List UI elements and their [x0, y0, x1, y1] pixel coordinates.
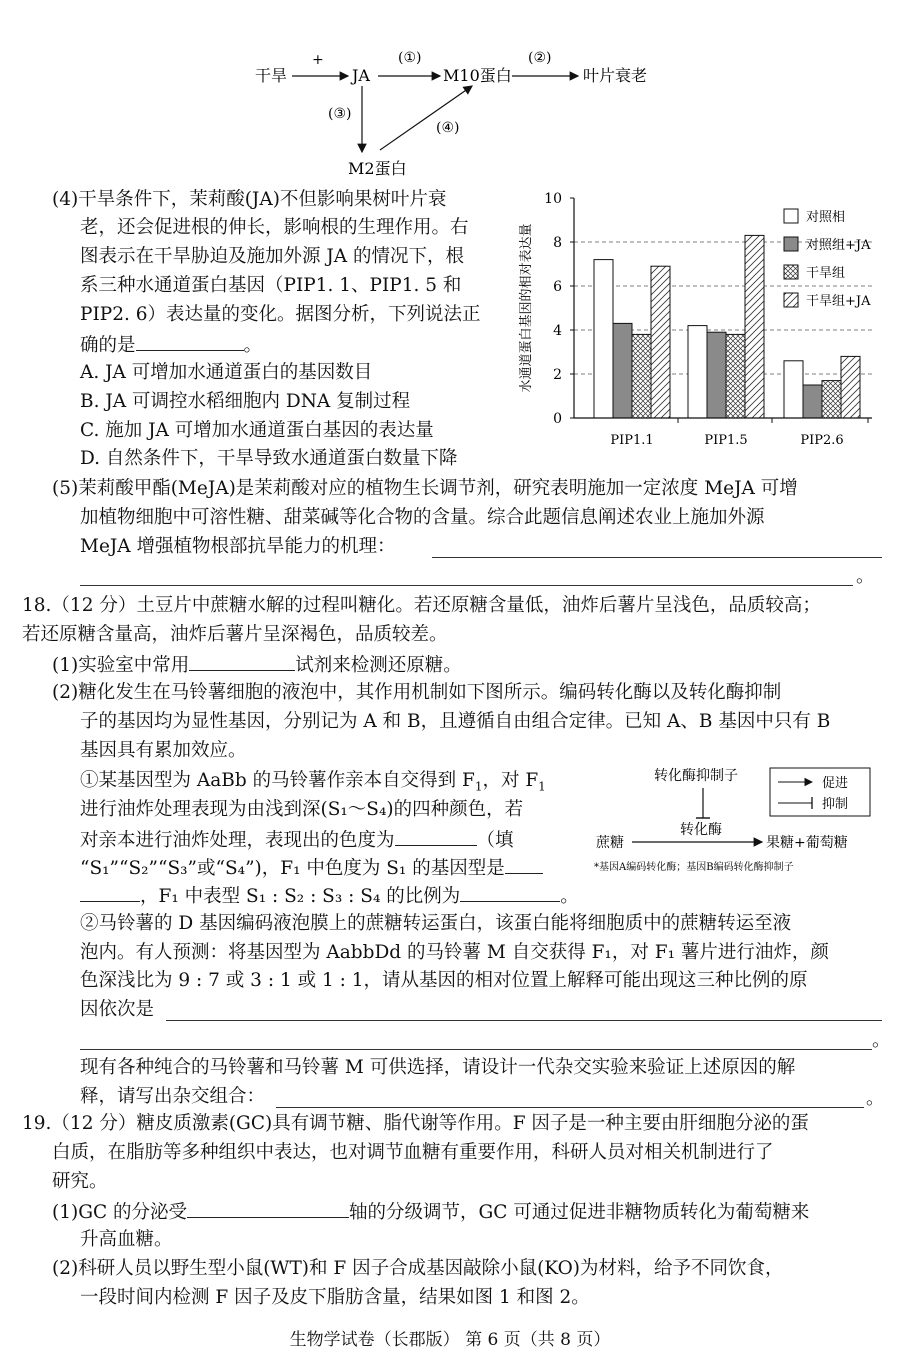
mech-promote: 促进 [822, 776, 849, 791]
legend-swatch [784, 265, 798, 279]
q4-line-2: 老，还会促进根的伸长，影响根的生理作用。右 [80, 217, 469, 238]
flow-m2: M2蛋白 [348, 159, 407, 178]
q18-genotype-blank-2[interactable] [80, 881, 140, 902]
bar [841, 356, 860, 418]
q18-p2-line-3: 基因具有累加效应。 [80, 740, 247, 761]
q18-s2-end: 。 [872, 1030, 891, 1051]
q18-color-blank[interactable] [395, 825, 477, 846]
x-tick-label: PIP2.6 [800, 433, 844, 448]
flow-step2: (②) [528, 50, 552, 66]
chart-ylabel: 水通道蛋白基因的相对表达量 [519, 223, 534, 393]
x-tick-label: PIP1.1 [610, 433, 654, 448]
bar [803, 385, 822, 418]
q4-line-5: PIP2. 6）表达量的变化。据图分析，下列说法正 [80, 304, 481, 325]
q18-s2-line-1: ②马铃薯的 D 基因编码液泡膜上的蔗糖转运蛋白，该蛋白能将细胞质中的蔗糖转运至液 [80, 913, 792, 934]
flow-step4: (④) [436, 120, 460, 136]
mech-note: *基因A编码转化酶；基因B编码转化酶抑制子 [594, 862, 794, 873]
q4-answer-blank[interactable] [136, 330, 244, 351]
q19-line-3: 研究。 [52, 1171, 108, 1192]
q4-line-4: 系三种水通道蛋白基因（PIP1. 1、PIP1. 5 和 [80, 275, 462, 296]
q4-line-6: 确的是 。 [80, 330, 262, 360]
q4-option-c: C. 施加 JA 可增加水通道蛋白基因的表达量 [80, 420, 434, 441]
legend-label: 对照组+JA [806, 238, 871, 253]
y-tick-label: 2 [553, 367, 562, 383]
bar [726, 334, 745, 418]
legend-label: 对照相 [806, 210, 846, 225]
mechanism-diagram [590, 760, 892, 880]
q5-line-3: MeJA 增强植物根部抗旱能力的机理： [80, 536, 396, 557]
page-footer: 生物学试卷（长郡版） 第 6 页（共 8 页） [289, 1330, 611, 1350]
q18-p2-line-1: (2)糖化发生在马铃薯细胞的液泡中，其作用机制如下图所示。编码转化酶以及转化酶抑制 [52, 682, 782, 703]
q19-p2-line-2: 一段时间内检测 F 因子及皮下脂肪含量，结果如图 1 和图 2。 [80, 1287, 590, 1308]
q18-s2-next-end: 。 [866, 1088, 885, 1109]
q18-ratio-blank[interactable] [460, 881, 560, 902]
q18-genotype-blank[interactable] [505, 853, 543, 874]
bar [707, 332, 726, 418]
bar-chart [508, 186, 900, 454]
mech-inhibitor: 转化酶抑制子 [654, 768, 738, 784]
mech-sucrose: 蔗糖 [596, 835, 624, 851]
q5-line-2: 加植物细胞中可溶性糖、甜菜碱等化合物的含量。综合此题信息阐述农业上施加外源 [80, 507, 765, 528]
q18-reason-line-2[interactable] [80, 1049, 872, 1050]
q19-p1-line-2: 升高血糖。 [80, 1229, 173, 1250]
mech-enzyme: 转化酶 [680, 822, 722, 838]
q5-answer-line-1[interactable] [432, 557, 882, 558]
x-tick-label: PIP1.5 [704, 433, 748, 448]
mech-legend-box [770, 768, 870, 816]
q19-p2-line-1: (2)科研人员以野生型小鼠(WT)和 F 因子合成基因敲除小鼠(KO)为材料，给予不同饮食， [52, 1258, 784, 1279]
q18-reagent-blank[interactable] [189, 650, 295, 671]
bar [688, 326, 707, 418]
bar [745, 235, 764, 418]
q4-line-3: 图表示在干旱胁迫及施加外源 JA 的情况下，根 [80, 246, 465, 267]
q19-line-1: 19.（12 分）糖皮质激素(GC)具有调节糖、脂代谢等作用。F 因子是一种主要由肝细胞分泌的蛋 [22, 1113, 809, 1134]
bar [784, 361, 803, 418]
bar [613, 323, 632, 418]
bar [822, 381, 841, 418]
flow-step1: (①) [398, 50, 422, 66]
y-tick-label: 8 [553, 235, 562, 251]
bar [651, 266, 670, 418]
mech-inhibit: 抑制 [822, 797, 849, 812]
flow-step3: (③) [328, 106, 352, 122]
q18-s2-next-1: 现有各种纯合的马铃薯和马铃薯 M 可供选择，请设计一代杂交实验来验证上述原因的解 [80, 1057, 796, 1078]
flow-plus: + [312, 52, 324, 68]
flow-diagram [240, 40, 700, 185]
flow-m10: M10蛋白 [443, 66, 512, 85]
q18-s2-next-2: 释，请写出杂交组合： [80, 1086, 266, 1107]
q18-reason-line-1[interactable] [166, 1020, 882, 1021]
q4-option-d: D. 自然条件下，干旱导致水通道蛋白数量下降 [80, 448, 458, 469]
q18-cross-line[interactable] [276, 1107, 864, 1108]
q18-s1-line-4: “S₁”“S₂”“S₃”或“S₄”)，F₁ 中色度为 S₁ 的基因型是 [80, 853, 543, 883]
q19-axis-blank[interactable] [187, 1197, 349, 1218]
q18-p1: (1)实验室中常用 试剂来检测还原糖。 [52, 650, 462, 680]
q18-s1-line-3: 对亲本进行油炸处理，表现出的色度为 （填 [80, 825, 514, 855]
mech-product: 果糖+葡萄糖 [766, 835, 848, 851]
legend-swatch [784, 293, 798, 307]
q5-line-1: (5)茉莉酸甲酯(MeJA)是茉莉酸对应的植物生长调节剂，研究表明施加一定浓度 MeJA 可增 [52, 478, 798, 499]
legend-label: 干旱组+JA [806, 294, 871, 309]
flow-leaf: 叶片衰老 [583, 66, 648, 85]
q4-option-a: A. JA 可增加水通道蛋白的基因数目 [80, 362, 373, 383]
q5-end: 。 [856, 566, 875, 587]
legend-swatch [784, 209, 798, 223]
q5-answer-line-2[interactable] [80, 585, 853, 586]
q18-line-1: 18.（12 分）土豆片中蔗糖水解的过程叫糖化。若还原糖含量低，油炸后薯片呈浅色，品质较高； [22, 595, 821, 616]
y-tick-label: 4 [553, 323, 562, 339]
bar [632, 334, 651, 418]
q4-option-b: B. JA 可调控水稻细胞内 DNA 复制过程 [80, 391, 411, 412]
bar [594, 260, 613, 418]
flow-drought: 干旱 [255, 66, 288, 85]
q18-line-2: 若还原糖含量高，油炸后薯片呈深褐色，品质较差。 [22, 624, 448, 645]
q18-s1-line-5: ，F₁ 中表型 S₁ : S₂ : S₃ : S₄ 的比例为 。 [80, 881, 579, 911]
q18-s1-line-2: 进行油炸处理表现为由浅到深(S₁～S₄)的四种颜色，若 [80, 799, 524, 820]
q18-s2-line-4: 因依次是 [80, 999, 155, 1020]
q18-s1-line-1: ①某基因型为 AaBb 的马铃薯作亲本自交得到 $F_1$，对 $F_1$ [80, 770, 546, 794]
y-tick-label: 10 [544, 191, 562, 207]
q18-s2-line-3: 色深浅比为 9 : 7 或 3 : 1 或 1 : 1，请从基因的相对位置上解释可能出现这三种比例的原 [80, 970, 808, 991]
q18-p2-line-2: 子的基因均为显性基因，分别记为 A 和 B，且遵循自由组合定律。已知 A、B 基因中只有 B [80, 711, 831, 732]
y-tick-label: 0 [553, 411, 562, 427]
q18-s2-line-2: 泡内。有人预测：将基因型为 AabbDd 的马铃薯 M 自交获得 F₁，对 F₁ 薯片进行油炸，颜 [80, 942, 829, 963]
q4-line-1: (4)干旱条件下，茉莉酸(JA)不但影响果树叶片衰 [52, 189, 447, 210]
legend-label: 干旱组 [806, 266, 846, 281]
y-tick-label: 6 [553, 279, 562, 295]
flow-ja: JA [352, 66, 370, 85]
q19-line-2: 白质，在脂肪等多种组织中表达，也对调节血糖有重要作用，科研人员对相关机制进行了 [52, 1142, 774, 1163]
q19-p1: (1)GC 的分泌受 轴的分级调节，GC 可通过促进非糖物质转化为葡萄糖来 [52, 1197, 809, 1227]
legend-swatch [784, 237, 798, 251]
